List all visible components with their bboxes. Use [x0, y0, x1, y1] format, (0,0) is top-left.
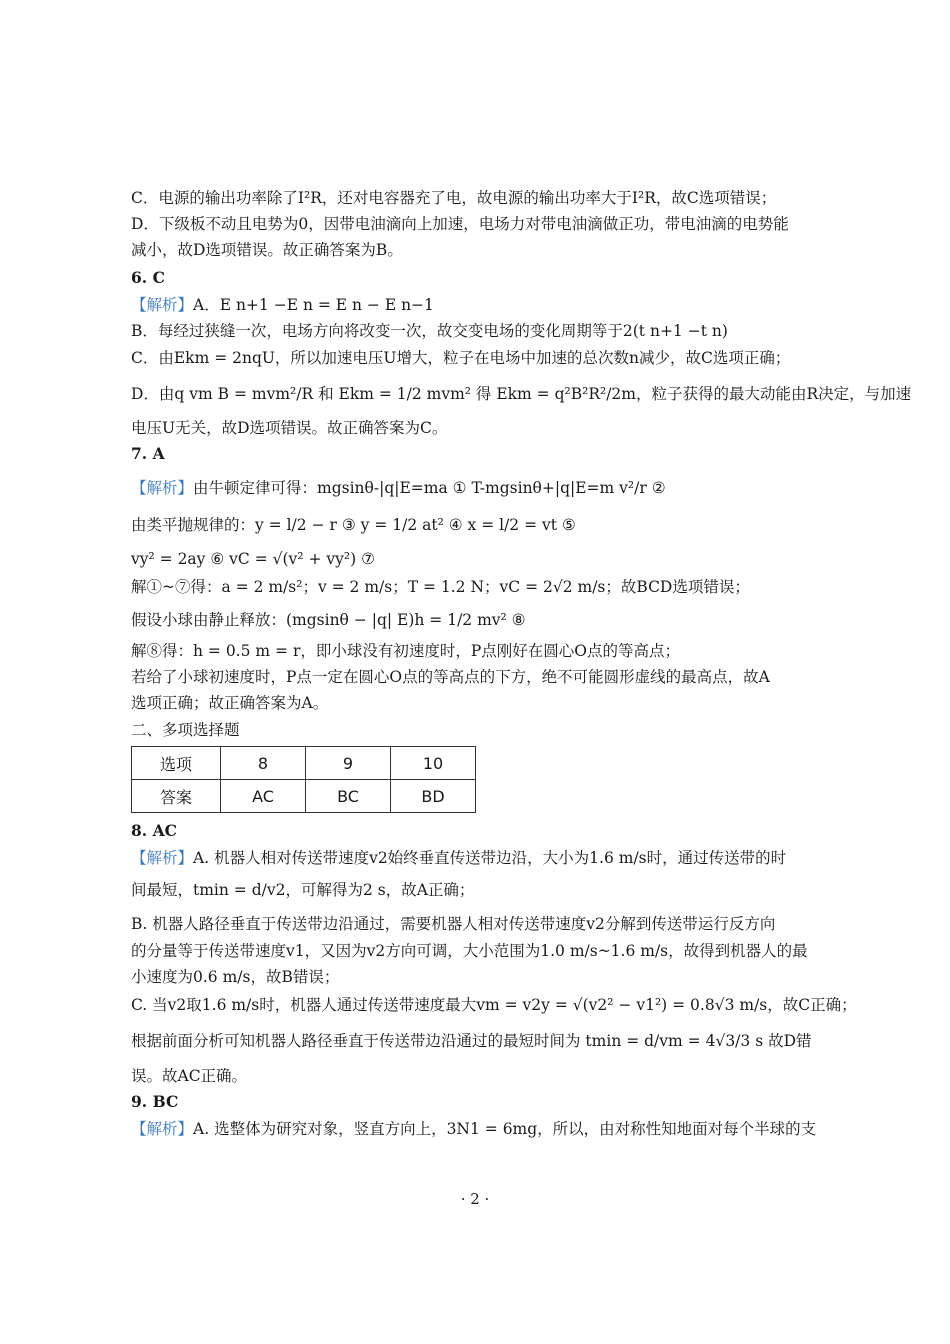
q7-line-5: 假设小球由静止释放：(mgsinθ − |q| E)h = 1/2 mv² ⑧ — [131, 611, 526, 629]
text-line-c-1: C．电源的输出功率除了I²R，还对电容器充了电，故电源的输出功率大于I²R，故C选项错误； — [131, 189, 777, 207]
table-row — [132, 747, 476, 780]
q8-line-6: C. 当v2取1.6 m/s时，机器人通过传送带速度最大vm = v2y = √(v2² − v1²) = 0.8√3 m/s，故C正确； — [131, 996, 857, 1014]
table-cell: 选项 — [132, 747, 221, 780]
q6-line-b: B．每经过狭缝一次，电场方向将改变一次，故交变电场的变化周期等于2(t n+1 −t n) — [131, 322, 728, 340]
question-8-header: 8. AC — [131, 821, 177, 840]
table-cell: 9 — [306, 747, 391, 780]
analysis-tag: 【解析】 — [131, 849, 194, 867]
table-cell: BD — [391, 780, 476, 813]
q7-line-6: 解⑧得：h = 0.5 m = r，即小球没有初速度时，P点刚好在圆心O点的等高点； — [131, 642, 680, 660]
q7-line-8: 选项正确；故正确答案为A。 — [131, 694, 329, 712]
table-cell: AC — [221, 780, 306, 813]
q7-line-2: 由类平抛规律的：y = l/2 − r ③ y = 1/2 at² ④ x = l/2 = vt ⑤ — [131, 516, 576, 534]
q7-line-7: 若给了小球初速度时，P点一定在圆心O点的等高点的下方，绝不可能圆形虚线的最高点，故A — [131, 668, 770, 686]
q9-line-1 — [131, 1119, 816, 1139]
analysis-tag: 【解析】 — [131, 479, 194, 497]
table-cell: 答案 — [132, 780, 221, 813]
table-row — [132, 780, 476, 813]
analysis-tag: 【解析】 — [131, 1120, 194, 1138]
page-number: · 2 · — [460, 1190, 490, 1208]
question-7-header: 7. A — [131, 444, 165, 463]
analysis-tag: 【解析】 — [131, 296, 194, 314]
q7-newton-text: 由牛顿定律可得：mgsinθ-|q|E=ma ① T-mgsinθ+|q|E=m v²/r ② — [193, 479, 666, 497]
question-9-header: 9. BC — [131, 1092, 179, 1111]
q8-line-1 — [131, 848, 786, 868]
q9-a-text: A. 选整体为研究对象，竖直方向上，3N1 = 6mg，所以，由对称性知地面对每个半球的支 — [193, 1120, 817, 1138]
q8-line-3: B. 机器人路径垂直于传送带边沿通过，需要机器人相对传送带速度v2分解到传送带运行反方向 — [131, 915, 776, 933]
answer-table — [131, 746, 476, 813]
q6-line-d-2: 电压U无关，故D选项错误。故正确答案为C。 — [131, 419, 448, 437]
table-cell: 10 — [391, 747, 476, 780]
q8-a-text: A. 机器人相对传送带速度v2始终垂直传送带边沿，大小为1.6 m/s时，通过传送带的时 — [193, 849, 787, 867]
q6-line-c: C．由Ekm = 2nqU，所以加速电压U增大，粒子在电场中加速的总次数n减少，故C选项正确； — [131, 349, 791, 367]
question-6-header: 6. C — [131, 268, 165, 287]
q7-line-4: 解①~⑦得：a = 2 m/s²；v = 2 m/s；T = 1.2 N；vC = 2√2 m/s；故BCD选项错误； — [131, 578, 750, 596]
q7-line-3: vy² = 2ay ⑥ vC = √(v² + vy²) ⑦ — [131, 550, 375, 568]
table-cell: BC — [306, 780, 391, 813]
q8-line-5: 小速度为0.6 m/s，故B错误； — [131, 968, 340, 986]
q6-line-d: D．由q vm B = mvm²/R 和 Ekm = 1/2 mvm² 得 Ekm = q²B²R²/2m，粒子获得的最大动能由R决定，与加速 — [131, 385, 912, 403]
text-line-d-2: 减小，故D选项错误。故正确答案为B。 — [131, 241, 403, 259]
q7-line-1 — [131, 478, 666, 498]
q6-a-text: A．E n+1 −E n = E n − E n−1 — [193, 296, 434, 314]
q8-line-7: 根据前面分析可知机器人路径垂直于传送带边沿通过的最短时间为 tmin = d/vm = 4√3/3 s 故D错 — [131, 1032, 812, 1050]
q6-line-a — [131, 295, 434, 315]
table-cell: 8 — [221, 747, 306, 780]
q8-line-8: 误。故AC正确。 — [131, 1067, 248, 1085]
text-line-d-1: D．下级板不动且电势为0，因带电油滴向上加速，电场力对带电油滴做正功，带电油滴的电势能 — [131, 215, 789, 233]
q8-line-2: 间最短，tmin = d/v2，可解得为2 s，故A正确； — [131, 881, 475, 899]
q8-line-4: 的分量等于传送带速度v1，又因为v2方向可调，大小范围为1.0 m/s~1.6 m/s，故得到机器人的最 — [131, 942, 808, 960]
section-multi-choice: 二、多项选择题 — [131, 721, 240, 739]
